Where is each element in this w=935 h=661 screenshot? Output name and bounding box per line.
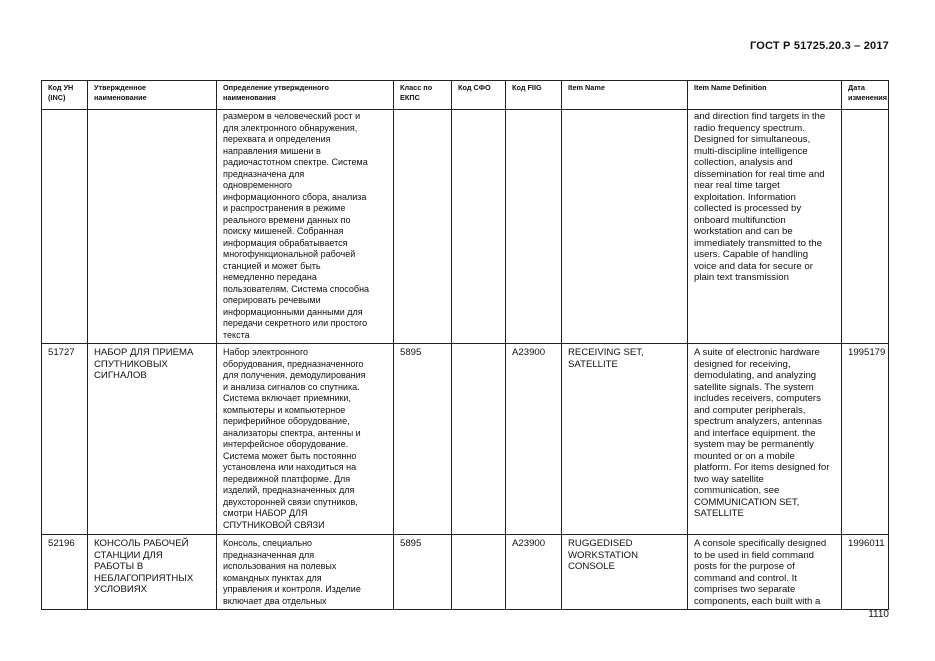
- cell-sfo-code: [452, 535, 506, 610]
- column-header-ekps-class: Класс по ЕКПС: [394, 81, 452, 110]
- column-header-sfo-code: Код СФО: [452, 81, 506, 110]
- cell-item-name: [562, 110, 688, 344]
- cell-approved-name: КОНСОЛЬ РАБОЧЕЙ СТАНЦИИ ДЛЯ РАБОТЫ В НЕБЛАГОПРИЯТНЫХ УСЛОВИЯХ: [88, 535, 217, 610]
- cell-approved-name: [88, 110, 217, 344]
- cell-ekps-class: 5895: [394, 535, 452, 610]
- cell-approved-name-definition: размером в человеческий рост и для электронного обнаружения, перехвата и определения направления мишени в радиочастотном спектре. Система предназначена для одновременного информационного сбора, анализа и распространения в режиме реального времени данных по поиску мишеней. Собранная информация обрабатывается многофункциональной рабочей станцией и может быть немедленно передана пользователям. Система способна оперировать речевыми информационными данными для передачи секретного или простого текста: [217, 110, 394, 344]
- column-header-fiig-code: Код FIIG: [506, 81, 562, 110]
- cell-change-date: [842, 110, 889, 344]
- column-header-approved-name-definition: Определение утвержденного наименования: [217, 81, 394, 110]
- cell-inc: 52196: [42, 535, 88, 610]
- cell-item-name-definition: and direction find targets in the radio frequency spectrum. Designed for simultaneous, multi-discipline intelligence collection, analysis and dissemination for real time and near real time target exploitation. Information collected is processed by onboard multifunction workstation and can be immediately transmitted to the users. Capable of handling voice and data for secure or plain text transmission: [688, 110, 842, 344]
- column-header-inc: Код УН (INC): [42, 81, 88, 110]
- cell-item-name-definition: A suite of electronic hardware designed for receiving, demodulating, and analyzing satellite signals. The system includes receivers, computers and computer peripherals, spectrum analyzers, antennas and interface equipment. the system may be permanently mounted or on a mobile platform. For items designed for two way satellite communication, see COMMUNICATION SET, SATELLITE: [688, 344, 842, 535]
- cell-fiig-code: A23900: [506, 344, 562, 535]
- table-row: [42, 110, 889, 344]
- cell-ekps-class: [394, 110, 452, 344]
- cell-item-name-definition: A console specifically designed to be used in field command posts for the purpose of command and control. It comprises two separate components, each built with a: [688, 535, 842, 610]
- cell-sfo-code: [452, 344, 506, 535]
- cell-item-name: RECEIVING SET, SATELLITE: [562, 344, 688, 535]
- cell-approved-name-definition: Консоль, специально предназначенная для использования на полевых командных пунктах для управления и контроля. Изделие включает два отдельных: [217, 535, 394, 610]
- cell-approved-name-definition: Набор электронного оборудования, предназначенного для получения, демодулирования и анализа сигналов со спутника. Система включает приемники, компьютеры и компьютерное периферийное оборудование, анализаторы спектра, антенны и интерфейсное оборудование. Система может быть постоянно установлена или находиться на передвижной платформе. Для изделий, предназначенных для двухсторонней связи спутников, смотри НАБОР ДЛЯ СПУТНИКОВОЙ СВЯЗИ: [217, 344, 394, 535]
- cell-approved-name: НАБОР ДЛЯ ПРИЕМА СПУТНИКОВЫХ СИГНАЛОВ: [88, 344, 217, 535]
- cell-item-name: RUGGEDISED WORKSTATION CONSOLE: [562, 535, 688, 610]
- table-row: [42, 535, 889, 610]
- column-header-approved-name: Утвержденное наименование: [88, 81, 217, 110]
- item-names-table: [41, 80, 889, 610]
- cell-change-date: 1996011: [842, 535, 889, 610]
- cell-fiig-code: A23900: [506, 535, 562, 610]
- cell-inc: 51727: [42, 344, 88, 535]
- document-designation: ГОСТ Р 51725.20.3 – 2017: [749, 40, 889, 52]
- column-header-item-name-definition: Item Name Definition: [688, 81, 842, 110]
- cell-change-date: 1995179: [842, 344, 889, 535]
- column-header-change-date: Дата изменения: [842, 81, 889, 110]
- cell-ekps-class: 5895: [394, 344, 452, 535]
- page-number: 1110: [868, 609, 889, 620]
- cell-sfo-code: [452, 110, 506, 344]
- column-header-item-name: Item Name: [562, 81, 688, 110]
- table-row: [42, 344, 889, 535]
- table-header-row: [42, 81, 889, 110]
- cell-fiig-code: [506, 110, 562, 344]
- cell-inc: [42, 110, 88, 344]
